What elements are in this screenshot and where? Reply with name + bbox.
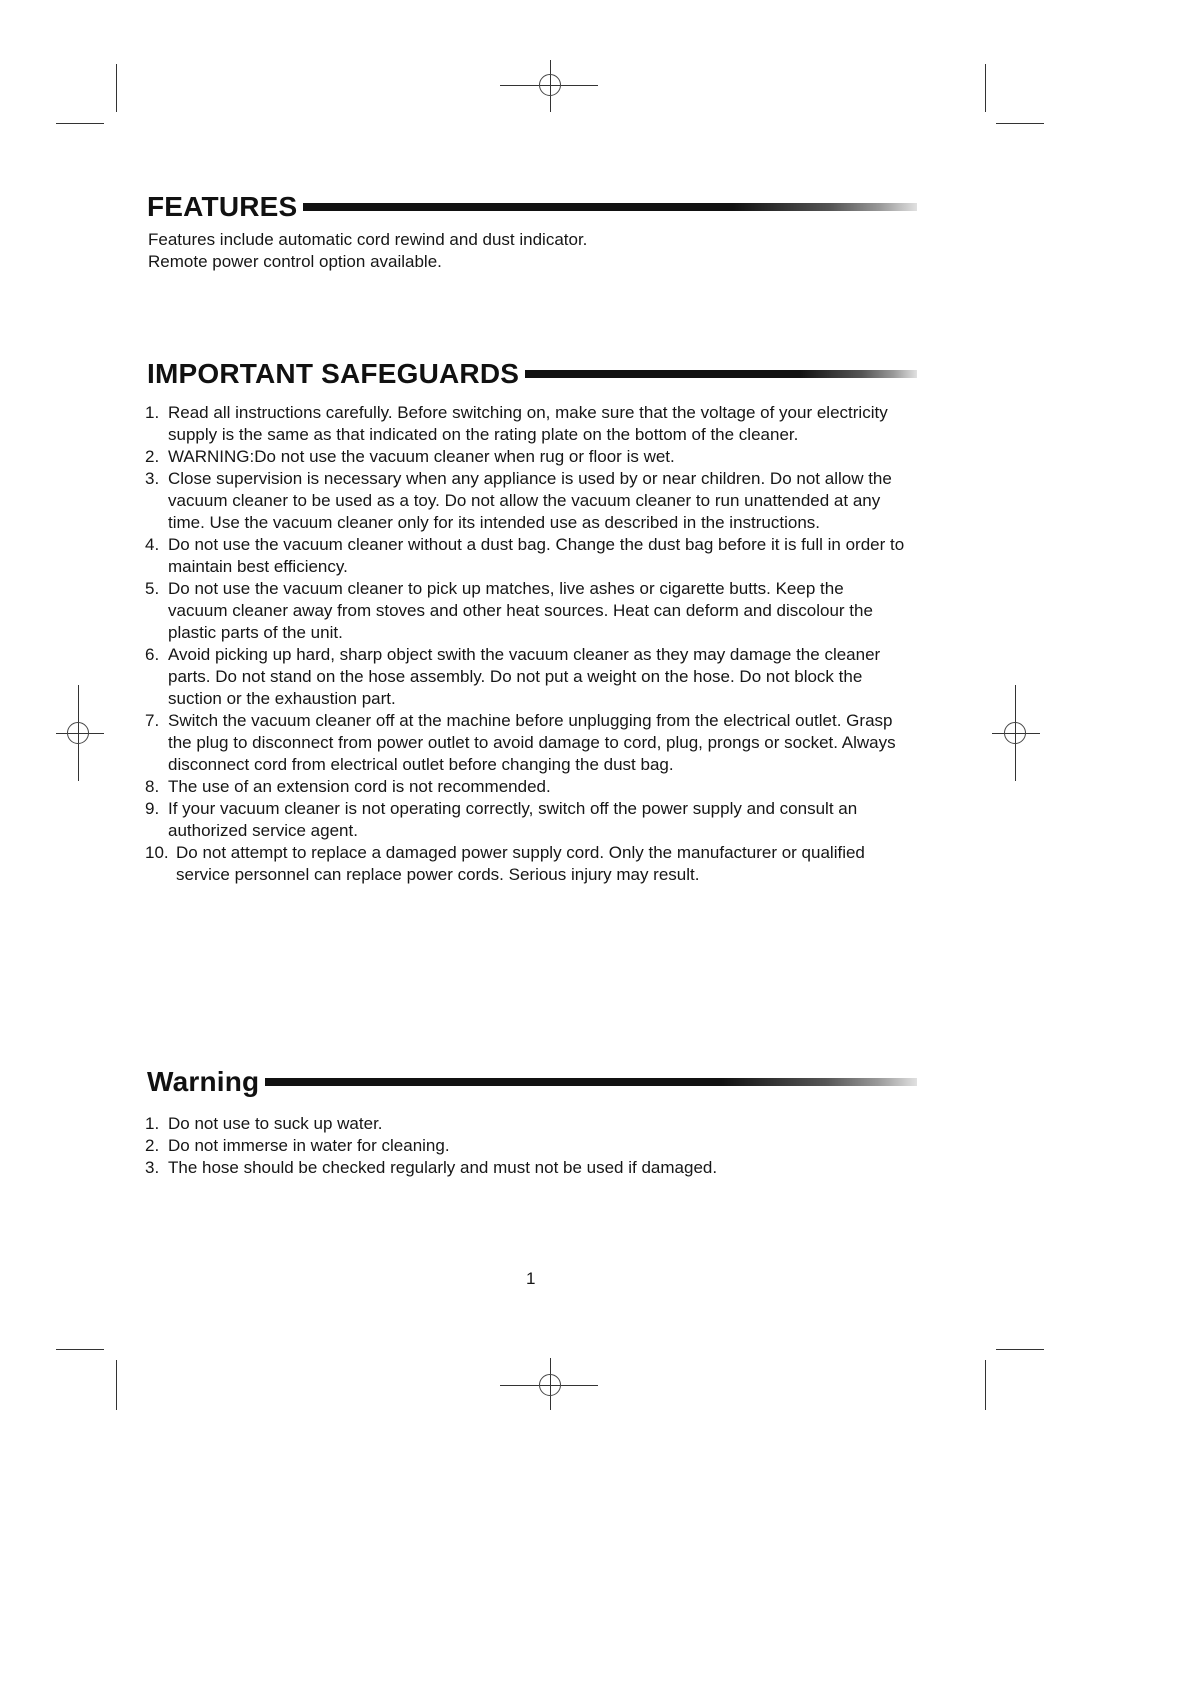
safeguard-item-text: WARNING:Do not use the vacuum cleaner when rug or floor is wet. [168,447,675,466]
safeguard-item-10 [145,842,905,886]
safeguard-item-text: Switch the vacuum cleaner off at the machine before unplugging from the electrical outlet. Grasp the plug to disconnect from power outlet to avoid damage to cord, plug, prongs or socket. Always disconnect cord from electrical outlet before changing the dust bag. [168,711,896,774]
warning-item-text: Do not immerse in water for cleaning. [168,1136,450,1155]
safeguard-item-7 [145,710,905,776]
safeguard-item-number: 8. [145,777,160,796]
safeguard-item-text: Do not attempt to replace a damaged power supply cord. Only the manufacturer or qualified service personnel can replace power cords. Serious injury may result. [176,843,865,884]
safeguard-item-number: 4. [145,535,160,554]
crop-mark-top-left-horizontal [56,123,104,124]
warning-item-text: The hose should be checked regularly and must not be used if damaged. [168,1158,718,1177]
warning-item-number: 2. [145,1136,160,1155]
safeguard-item-number: 7. [145,711,160,730]
safeguard-item-2 [145,446,905,468]
safeguard-item-text: The use of an extension cord is not recommended. [168,777,551,796]
safeguard-item-number: 3. [145,469,160,488]
safeguard-item-number: 9. [145,799,160,818]
warning-item-number: 3. [145,1158,160,1177]
safeguards-list [145,402,905,886]
crop-mark-top-left-vertical [116,64,117,112]
safeguard-item-5 [145,578,905,644]
safeguard-item-4 [145,534,905,578]
safeguard-item-text: Avoid picking up hard, sharp object swith the vacuum cleaner as they may damage the cleaner parts. Do not stand on the hose assembly. Do not put a weight on the hose. Do not block the suction or the exhaustion part. [168,645,881,708]
warning-title: Warning [147,1066,260,1097]
safeguard-item-1 [145,402,905,446]
safeguard-item-text: Read all instructions carefully. Before switching on, make sure that the voltage of your electricity supply is the same as that indicated on the rating plate on the bottom of the cleaner. [168,403,888,444]
warning-rule [265,1078,917,1086]
warning-item-3 [145,1157,905,1179]
safeguard-item-text: If your vacuum cleaner is not operating correctly, switch off the power supply and consult an authorized service agent. [168,799,858,840]
warning-header [147,1064,917,1100]
safeguard-item-3 [145,468,905,534]
features-title: FEATURES [147,191,298,222]
safeguard-item-8 [145,776,905,798]
warning-item-number: 1. [145,1114,160,1133]
safeguard-item-text: Close supervision is necessary when any appliance is used by or near children. Do not allow the vacuum cleaner to be used as a toy. Do not allow the vacuum cleaner to run unattended at any time. Use the vacuum cleaner only for its intended use as described in the instructions. [168,469,892,532]
safeguard-item-number: 6. [145,645,160,664]
crop-mark-bottom-left-vertical [116,1360,117,1410]
safeguard-item-text: Do not use the vacuum cleaner without a dust bag. Change the dust bag before it is full in order to maintain best efficiency. [168,535,905,576]
registration-circle-right [1004,722,1026,744]
crop-mark-bottom-right-vertical [985,1360,986,1410]
safeguard-item-text: Do not use the vacuum cleaner to pick up matches, live ashes or cigarette butts. Keep the vacuum cleaner away from stoves and other heat sources. Heat can deform and discolour the plastic parts of the unit. [168,579,873,642]
safeguards-rule [525,370,917,378]
safeguard-item-6 [145,644,905,710]
warning-item-2 [145,1135,905,1157]
registration-circle-bottom [539,1374,561,1396]
warning-list [145,1113,905,1179]
warning-item-1 [145,1113,905,1135]
page-number: 1 [526,1269,536,1288]
crop-mark-top-right-horizontal [996,123,1044,124]
safeguard-item-9 [145,798,905,842]
safeguards-header [147,356,917,392]
features-rule [303,203,917,211]
safeguard-item-number: 1. [145,403,160,422]
features-header [147,189,917,225]
safeguard-item-number: 5. [145,579,160,598]
features-line-1: Features include automatic cord rewind and dust indicator. [148,230,588,249]
crop-mark-top-right-vertical [985,64,986,112]
registration-circle-top [539,74,561,96]
warning-item-text: Do not use to suck up water. [168,1114,383,1133]
features-line-2: Remote power control option available. [148,252,442,271]
safeguards-title: IMPORTANT SAFEGUARDS [147,358,520,389]
crop-mark-bottom-right-horizontal [996,1349,1044,1350]
registration-circle-left [67,722,89,744]
safeguard-item-number: 2. [145,447,160,466]
crop-mark-bottom-left-horizontal [56,1349,104,1350]
safeguard-item-number: 10. [145,843,169,862]
